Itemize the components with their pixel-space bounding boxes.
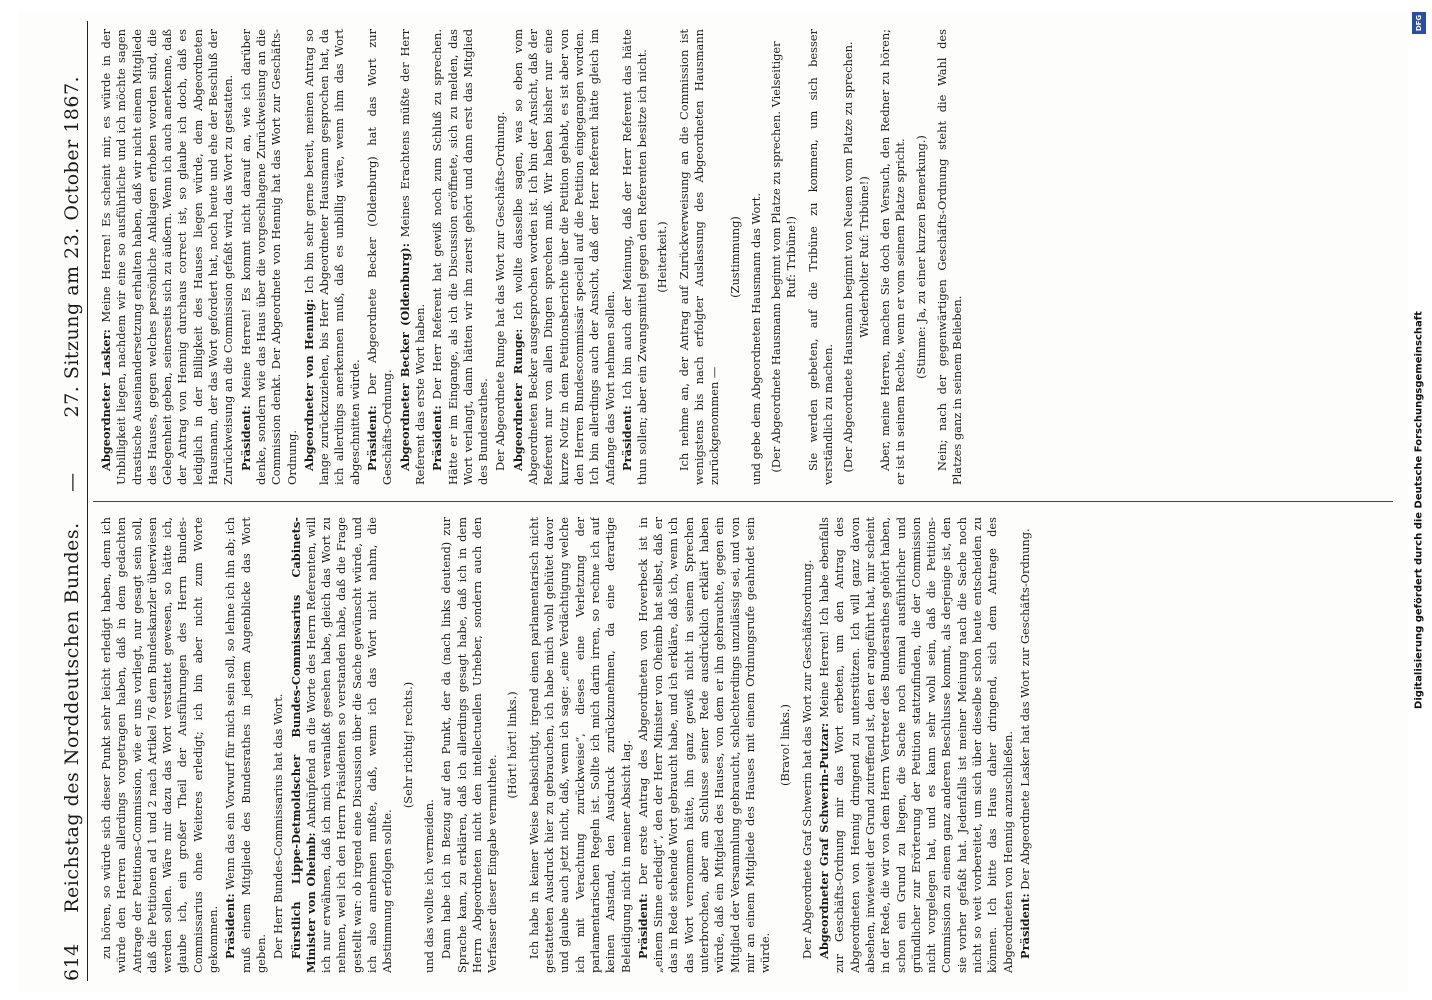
speech-paragraph (620, 29, 651, 485)
page-number: 614 (61, 943, 83, 981)
speaker-name: Präsident: (430, 405, 445, 471)
paragraph: Der Abgeordnete Runge hat das Wort zur Geschäfts-Ordnung. (493, 111, 508, 471)
scanned-page (18, 10, 1408, 992)
paragraph: Sie werden gebeten, auf die Tribüne zu kommen, um sich besser verständlich zu machen. (805, 29, 836, 485)
speech-text: Meine Herren! Es scheint mir, es würde in der Unbilligkeit liegen, nachdem wir eine so ausführliche und ich möchte sagen drastische Auseinandersetzung erhalten haben, daß wir nicht einem Mitgliede des Hauses, gegen welches persönliche Anklagen erhoben worden sind, die Gelegenheit geben, seinerseits sich zu äußern. Wenn ich auch anerkenne, daß der Antrag von Hennig durchaus correct ist, so glaube ich doch, daß es lediglich in der Billigkeit des Hauses liegen würde, dem Abgeordneten Hausmann, der das Wort gefordert hat, noch heute und ehe der Beschluß der Zurückweisung an die Commission gefaßt wird, das Wort zu gestatten. (99, 29, 236, 485)
speaker-name: Präsident: (1017, 893, 1032, 959)
speaker-name: Präsident: (238, 405, 253, 471)
speaker-name: Abgeordneter Lasker: (99, 329, 113, 471)
stage-direction: (Der Abgeordnete Hausmann beginnt von Neuem vom Platze zu sprechen. Wiederholter Ruf: Tribüne!) (841, 41, 871, 473)
header-title-left: Reichstag des Norddeutschen Bundes. (61, 522, 83, 913)
paragraph: und gebe dem Abgeordneten Hausmann das Wort. (748, 193, 763, 485)
speaker-name: Abgeordneter Becker (Oldenburg): (397, 243, 412, 471)
dfg-logo (1412, 12, 1426, 34)
page-header (43, 21, 83, 981)
stage-direction: (Zustimmung) (727, 216, 742, 298)
speech-text: Ich bin auch der Meinung, daß der Herr Referent das hätte thun sollen; aber ein Zwangsmittel gegen den Referenten besitze ich nicht. (619, 29, 650, 485)
stage-direction: (Sehr richtig! rechts.) (400, 681, 415, 809)
header-rule (87, 21, 88, 981)
header-separator: — (61, 472, 83, 492)
speech-paragraph (289, 517, 396, 973)
speaker-name: Abgeordneter Runge: (510, 328, 525, 471)
paragraph: zu hören, so würde sich dieser Punkt sehr leicht erledigt haben, denn ich würde den Herren allerdings vorgetragen haben, daß in dem gedachten Antrage der Petitions-Commission, wie er uns vorliegt, nur gesagt sein soll, daß die Petitionen ad 1 und 2 nach Artikel 76 dem Bundeskanzler überwiesen werden sollen. Wäre mir dazu das Wort verstattet gewesen, so hätte ich, glaube ich, ein großer Theil der Ausführungen des Herrn Bundes-Commissarius ohne Weiteres erledigt; ich bin aber nicht zum Worte gekommen. (99, 517, 221, 973)
speaker-name: Präsident: (619, 405, 634, 471)
speech-text: Der Abgeordnete Lasker hat das Wort zur Geschäfts-Ordnung. (1017, 528, 1032, 890)
speech-text: Meine Herren! Ich habe ebenfalls zur Geschäfts-Ordnung mir das Wort erbeten, um den Antrag des Abgeordneten von Hennig dringend zu unterstützen. Ich will ganz davon absehen, inwieweit der Grund zutreffend ist, den er angeführt hat, mir scheint in der Rede, die wir von dem Herrn Vertreter des Bundesrathes gehört haben, schon ein Grund zu liegen, die Sache noch einmal ausführlicher und gründlicher zur Erörterung der Petition stattzufinden, die der Commission nicht vorgelegen hat, und es kann sehr wohl sein, daß die Petitions-Commission zu einem ganz anderen Beschlusse kommt, als derjenige ist, den sie vorher gefaßt hat. Jedenfalls ist meiner Meinung nach die Sache noch nicht so weit vorbereitet, um sich über dieselbe schon heute entscheiden zu können. Ich bitte das Haus daher dringend, sich dem Antrage des Abgeordneten von Hennig anzuschließen. (817, 517, 1015, 973)
paragraph: und das wollte ich vermeiden. (421, 799, 436, 973)
left-column (99, 517, 1399, 973)
dfg-logo-text: DFG (1415, 14, 1423, 32)
speech-paragraph (430, 29, 491, 485)
speech-text: Der Herr Referent hat gewiß noch zum Schluß zu sprechen. Hätte er im Eingange, als ich die Discussion eröffnete, sich zu melden, das Wort verlangt, dann hätten wir ihn zuerst gehört und dann erst das Mitglied des Bundesrathes. (430, 29, 491, 485)
speech-paragraph (1018, 517, 1033, 973)
speech-paragraph (239, 29, 300, 485)
stage-direction: (Der Abgeordnete Hausmann beginnt vom Platze zu sprechen. Vielseitiger Ruf: Tribüne!) (769, 41, 799, 473)
paragraph: Der Abgeordnete Graf Schwerin hat das Wort zur Geschäftsordnung. (799, 559, 814, 959)
speech-text: Der erste Antrag des Abgeordneten von Hoverbeck ist in „einem Sinne erledigt“, den der Herr Minister von Oheimb hat selbst, daß er das in Rede stehende Wort gebraucht habe, und ich erkläre, daß ich, wenn ich das Wort vernommen hätte, ihn ganz gewiß nicht in seinem Sprechen unterbrochen, aber am Schlusse seiner Rede ausdrücklich erklärt haben würde, daß ein Mitglied des Hauses, von dem er ihn gebrauchte, gegen ein Mitglied der Versammlung gebraucht, schlechterdings unzulässig sei, und von mir an einem Mitgliede des Hauses mit einem Ordnungsrufe geahndet sein würde. (635, 517, 773, 973)
stage-direction: (Hört! hört! links.) (505, 691, 520, 799)
speech-paragraph (365, 29, 396, 485)
speech-text: Meines Erachtens müßte der Herr Referent das erste Wort haben. (397, 29, 427, 485)
paragraph: Ich habe in keiner Weise beabsichtigt, irgend einen parlamentarisch nicht gestatteten Ausdruck hier zu gebrauchen, ich habe mich wohl gehütet davor und glaube auch jetzt nicht, daß, wenn ich sage: „eine Verdächtigung welche ich mit Verachtung zurückweise“, dieses eine Verletzung der parlamentarischen Regeln ist. Sollte ich mich darin irren, so rechne ich auf keinen Anstand, den Ausdruck zurückzunehmen, da eine derartige Beleidigung nicht in meiner Absicht lag. (526, 517, 633, 973)
speech-paragraph (223, 517, 269, 973)
speech-paragraph (302, 29, 363, 485)
paragraph: Ich nehme an, der Antrag auf Zurückverweisung an die Commission ist wenigstens bis nach erfolgter Auslassung des Abgeordneten Hausmann zurückgenommen — (676, 29, 722, 485)
header-title-right: 27. Sitzung am 23. October 1867. (61, 75, 83, 418)
speaker-name: Präsident: (223, 893, 238, 959)
digitization-notice: Digitalisierung gefördert durch die Deutsche Forschungsgemeinschaft (1413, 311, 1425, 709)
paragraph: Aber, meine Herren, machen Sie doch den Versuch, den Redner zu hören; er ist in seinem Rechte, wenn er vom seinem Platze spricht. (877, 29, 908, 485)
speech-paragraph (398, 29, 429, 485)
speech-paragraph (511, 29, 618, 485)
speech-text: Ich bin sehr gerne bereit, meinen Antrag so lange zurückzuziehen, bis Herr Abgeordneter Hausmann gesprochen hat, da ich allerdings anerkennen muß, daß es unbillig wäre, wenn ihm das Wort abgeschnitten würde. (301, 29, 362, 485)
speaker-name: Präsident: (365, 405, 380, 471)
stage-direction: (Heiterkeit.) (655, 221, 670, 293)
digitization-sidebar (1408, 30, 1430, 990)
rotated-page-content (43, 21, 1403, 981)
speech-text: Wenn das ein Vorwurf für mich sein soll, so lehne ich ihn ab; ich muß einem Mitgliede des Bundesrathes in jedem Augenblicke das Wort geben. (223, 517, 268, 973)
speech-text: Anknüpfend an die Worte des Herrn Referenten, will ich nur erwähnen, daß ich mich veranlaßt gesehen habe, gleich das Wort zu nehmen, weil ich den Herrn Präsidenten so verstanden habe, daß die Frage gestellt war: ob irgend eine Discussion über die Sache gewünscht würde, und ich also annehmen mußte, daß, wenn ich das Wort nicht nahm, die Abstimmung erfolgen sollte. (303, 517, 395, 973)
speaker-name: Präsident: (635, 893, 650, 959)
speaker-name: Abgeordneter von Hennig: (301, 298, 316, 471)
right-column (99, 29, 1399, 485)
speech-text: Der Abgeordnete Becker (Oldenburg) hat das Wort zur Geschäfts-Ordnung. (365, 29, 395, 485)
column-divider (93, 501, 1393, 502)
speech-paragraph (817, 517, 1016, 973)
speech-text: Meine Herren! Es kommt nicht darauf an, wie ich darüber denke, sondern wie das Haus über die vorgeschlagene Zurückweisung an die Commission denkt. Der Abgeordnete von Hennig hat das Wort zur Geschäfts-Ordnung. (238, 29, 299, 485)
stage-direction: (Bravo! links.) (778, 704, 793, 786)
speech-text: Ich wollte dasselbe sagen, was so eben vom Abgeordneten Becker ausgesprochen worden ist. Ich bin der Ansicht, daß der Referent nur von allen Dingen sprechen muß. Wir haben bisher nur eine kurze Notiz in dem Petitionsberichte über die Petition gehabt, es ist aber von den Herren Bundescommissär speciell auf die Petition eingegangen worden. Ich bin allerdings auch der Ansicht, daß der Herr Referent hätte gleich im Anfange das Wort nehmen sollen. (510, 29, 617, 485)
speaker-name: Abgeordneter Graf Schwerin-Putzar: (817, 722, 832, 959)
speech-paragraph (99, 29, 237, 485)
paragraph: Dann habe ich in Bezug auf den Punkt, der da (nach links deutend) zur Sprache kam, zu erklären, daß ich allerdings gesagt habe, daß ich in dem Herrn Abgeordneten nicht den intellectuellen Urheber, sondern auch den Verfasser dieser Eingabe vermuthete. (439, 517, 500, 973)
paragraph: Der Herr Bundes-Commissarius hat das Wort. (271, 693, 286, 959)
speech-paragraph (636, 517, 774, 973)
paragraph: Nein; nach der gegenwärtigen Geschäfts-Ordnung steht die Wahl des Platzes ganz in seinem Belieben. (934, 29, 965, 485)
speaker-name: Fürstlich Lippe-Detmoldscher Bundes-Commissarius Cabinets-Minister von Oheimb: (288, 517, 318, 973)
stage-direction: (Stimme: Ja, zu einer kurzen Bemerkung.) (913, 135, 928, 379)
